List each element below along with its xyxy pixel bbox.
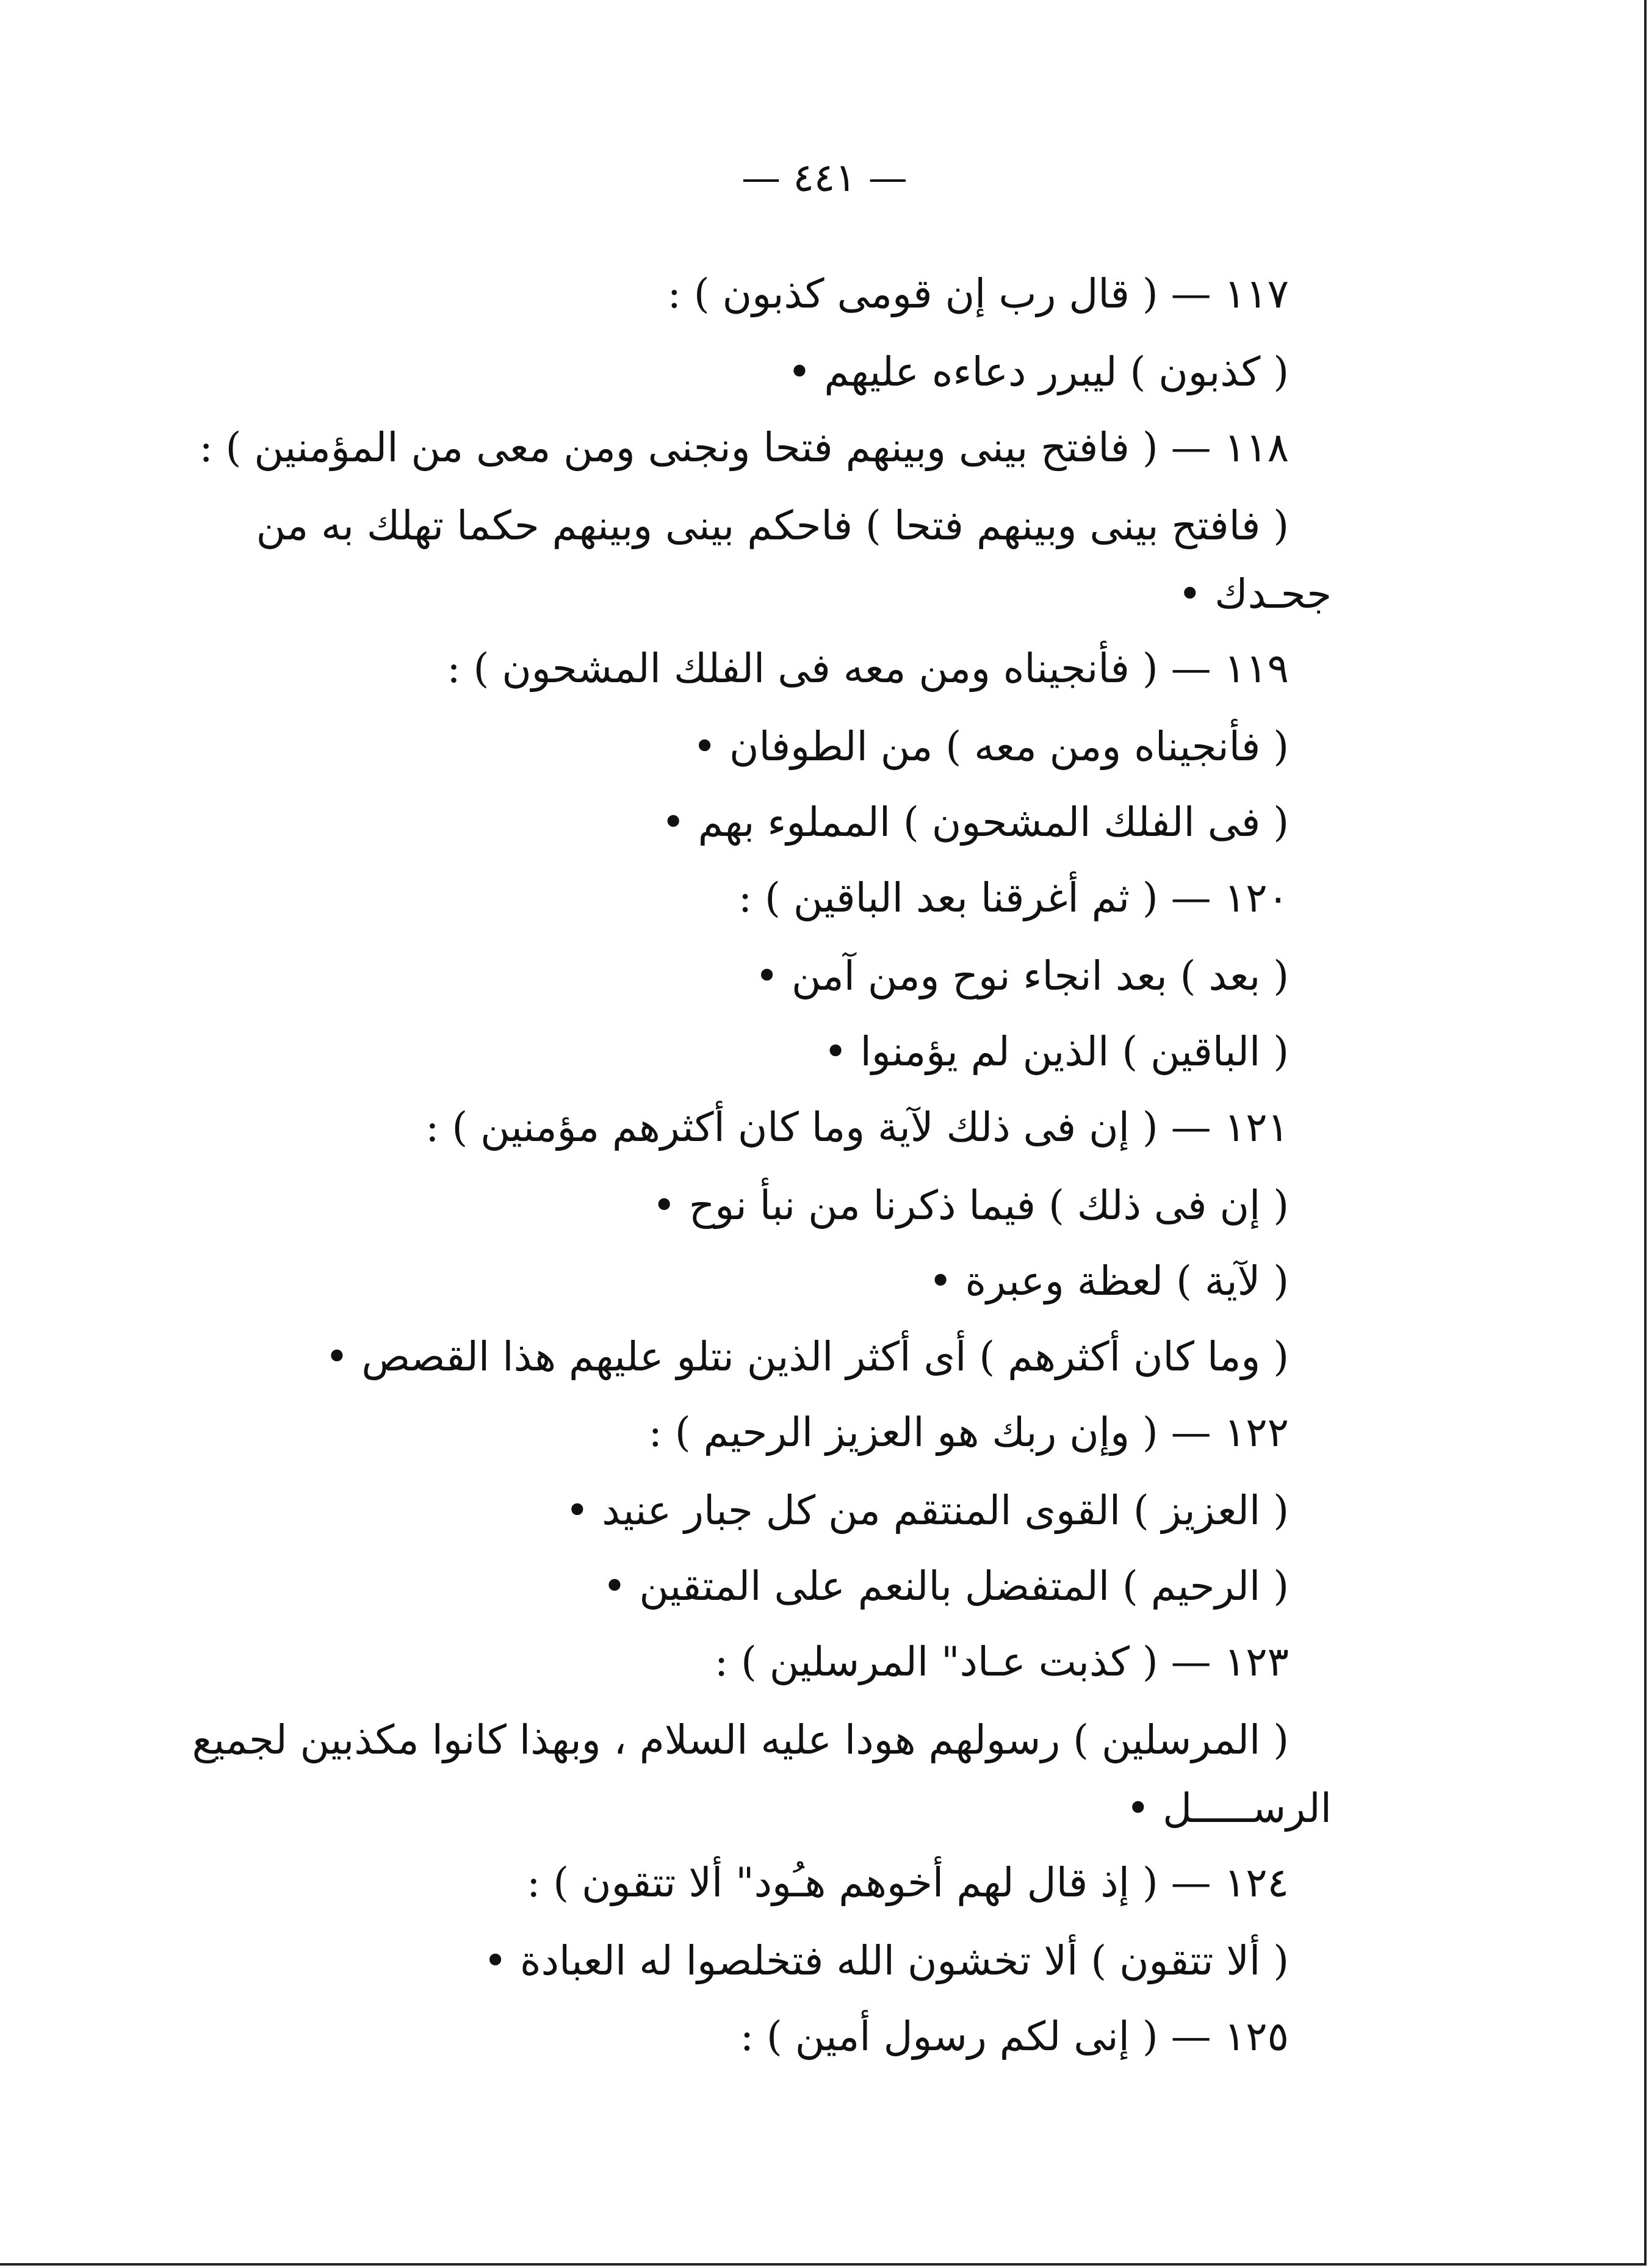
verse-heading-125: ١٢٥ — ( إنى لكم رسول أمين ) : (740, 2013, 1289, 2060)
verse-heading-121: ١٢١ — ( إن فى ذلك لآية وما كان أكثرهم مؤمنين ) : (425, 1104, 1289, 1151)
verse-heading-118: ١١٨ — ( فافتح بينى وبينهم فتحا ونجنى ومن معى من المؤمنين ) : (199, 424, 1289, 471)
verse-heading-117: ١١٧ — ( قال رب إن قومى كذبون ) : (667, 270, 1289, 317)
commentary-line: ( وما كان أكثرهم ) أى أكثر الذين نتلو عليهم هذا القصص • (325, 1333, 1289, 1380)
verse-heading-119: ١١٩ — ( فأنجيناه ومن معه فى الفلك المشحون ) : (447, 645, 1289, 692)
commentary-line: ( فافتح بينى وبينهم فتحا ) فاحكم بينى وبينهم حكما تهلك به من (256, 502, 1289, 549)
verse-heading-124: ١٢٤ — ( إذ قال لهم أخوهم هـُود" ألا تتقون ) : (527, 1859, 1289, 1906)
commentary-line: ( المرسلين ) رسولهم هودا عليه السلام ، وبهذا كانوا مكذبين لجميع (192, 1716, 1289, 1763)
commentary-line: ( بعد ) بعد انجاء نوح ومن آمن • (755, 952, 1289, 999)
page-number: — ٤٤١ — (742, 156, 907, 201)
commentary-line: ( العزيز ) القوى المنتقم من كل جبار عنيد • (565, 1487, 1289, 1534)
commentary-line: ( فى الفلك المشحون ) المملوء بهم • (661, 799, 1289, 846)
page-content (135, 256, 1332, 2077)
verse-heading-123: ١٢٣ — ( كذبت عـاد" المرسلين ) : (714, 1638, 1289, 1685)
commentary-line: ( فأنجيناه ومن معه ) من الطوفان • (693, 723, 1289, 770)
commentary-line: ( إن فى ذلك ) فيما ذكرنا من نبأ نوح • (652, 1182, 1289, 1229)
commentary-line: ( لآية ) لعظة وعبرة • (928, 1258, 1289, 1305)
verse-heading-122: ١٢٢ — ( وإن ربك هو العزيز الرحيم ) : (648, 1409, 1289, 1456)
commentary-line: ( الرحيم ) المتفضل بالنعم على المتقين • (602, 1563, 1289, 1610)
commentary-line: ( الباقين ) الذين لم يؤمنوا • (823, 1028, 1289, 1075)
commentary-line-continuation: الرســـــل • (1126, 1785, 1332, 1832)
commentary-line: ( ألا تتقون ) ألا تخشون الله فتخلصوا له العبادة • (483, 1937, 1289, 1984)
commentary-line: ( كذبون ) ليبرر دعاءه عليهم • (787, 348, 1289, 395)
verse-heading-120: ١٢٠ — ( ثم أغرقنا بعد الباقين ) : (738, 874, 1289, 921)
commentary-line-continuation: جحـدك • (1178, 571, 1332, 617)
